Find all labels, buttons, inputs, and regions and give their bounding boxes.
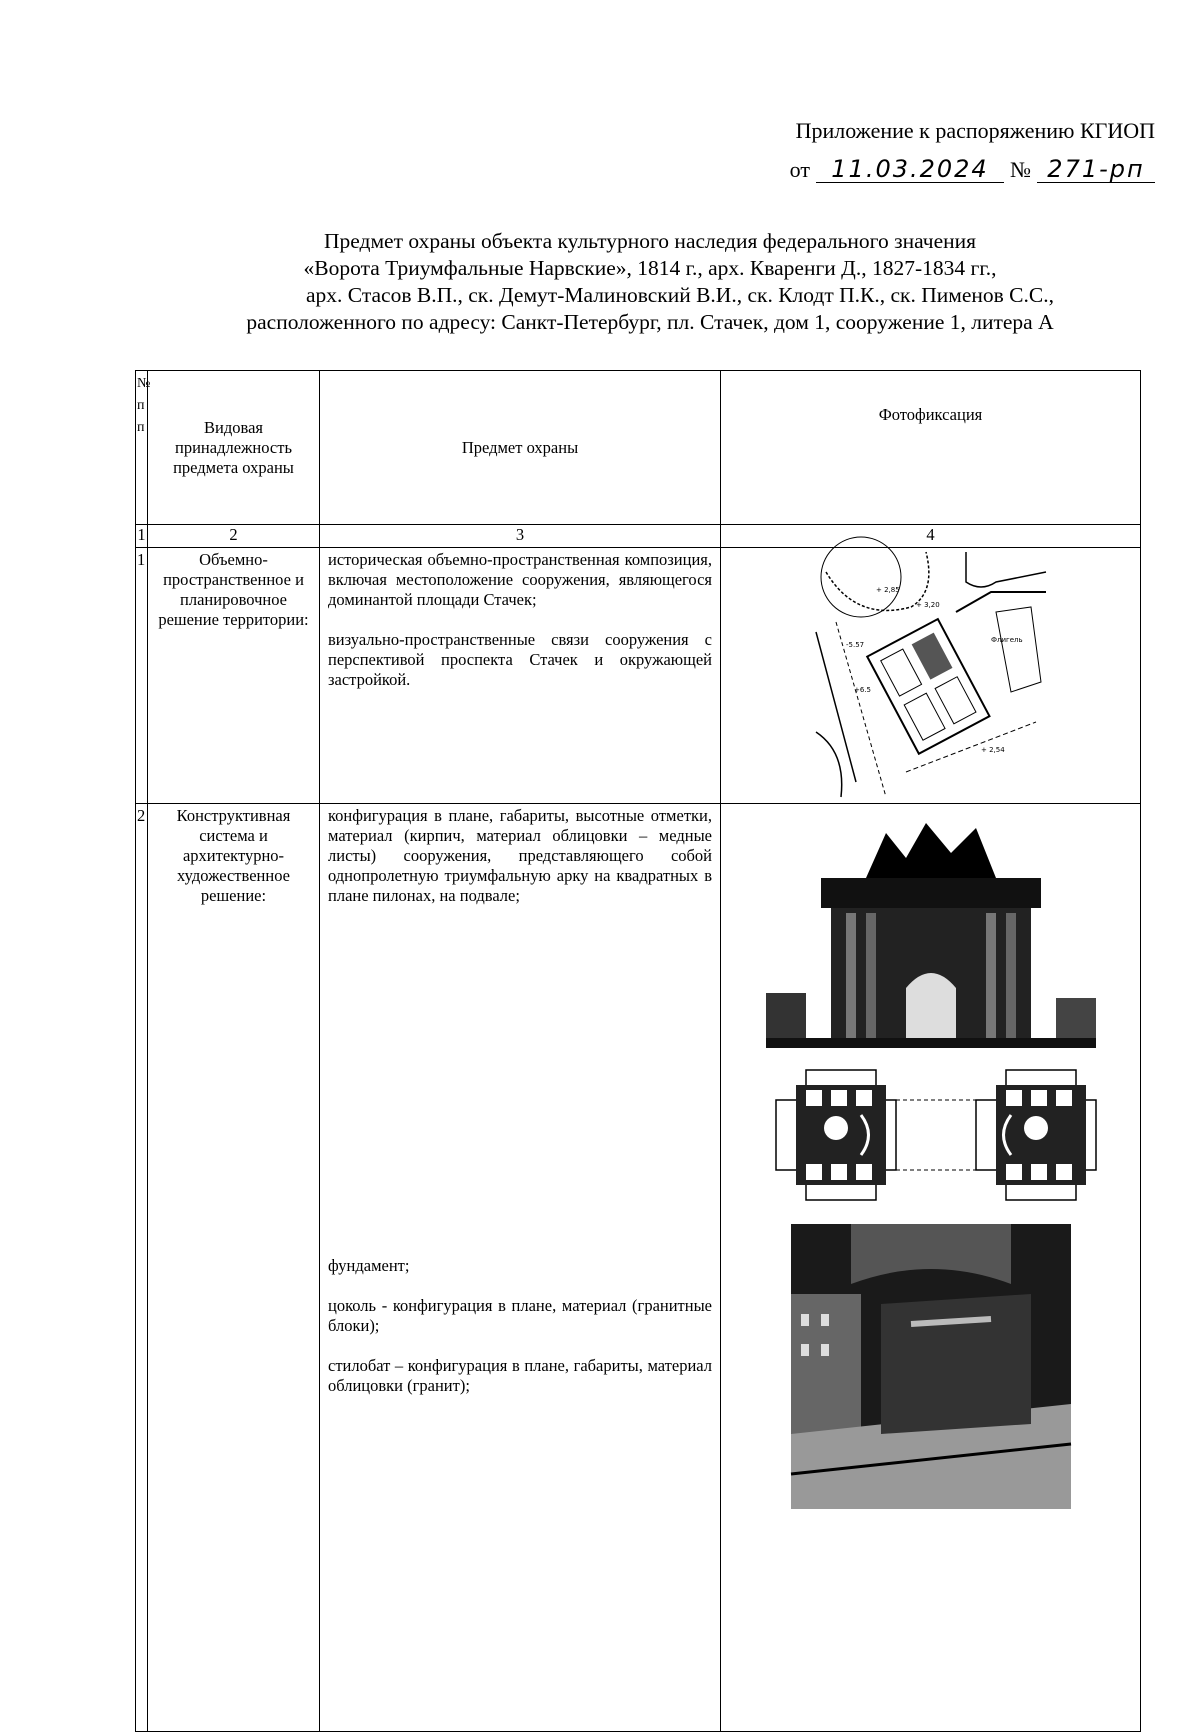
arch-photo — [766, 818, 1096, 1048]
title-line: расположенного по адресу: Санкт-Петербург, пл. Стачек, дом 1, сооружение 1, литера А — [246, 310, 1054, 334]
from-label: от — [789, 157, 810, 182]
title-line: арх. Стасов В.П., ск. Демут-Малиновский В.И., ск. Клодт П.К., ск. Пименов С.С., — [306, 283, 1054, 307]
row-category: Конструктивная система и архитектурно-художественное решение: — [148, 804, 320, 1732]
header-category: Видовая принадлежность предмета охраны — [148, 371, 320, 525]
subject-item: фундамент; — [328, 1256, 410, 1275]
foundation-photo — [791, 1224, 1071, 1524]
protection-table — [135, 370, 1141, 1732]
order-number: 271-рп — [1037, 156, 1155, 183]
title-line: «Ворота Триумфальные Нарвские», 1814 г., арх. Кваренги Д., 1827-1834 гг., — [303, 256, 997, 280]
column-number: 3 — [320, 525, 721, 548]
table-header-row — [136, 371, 1141, 525]
document-title — [170, 228, 1130, 336]
subject-item: конфигурация в плане, габариты, высотные отметки, материал (кирпич, материал облицовки – медные листы) сооружения, представляющего собой однопролетную триумфальную арку на квадратных в плане пилонах, на подвале; — [328, 806, 712, 905]
table-row — [136, 548, 1141, 804]
site-plan-image — [816, 552, 1046, 797]
column-number: 4 — [721, 525, 1141, 548]
subject-item: историческая объемно-пространственная композиция, включая местоположение сооружения, являющегося доминантой площади Стачек; — [328, 550, 712, 609]
row-category: Объемно-пространственное и планировочное решение территории: — [148, 548, 320, 804]
row-subject — [320, 548, 721, 804]
row-photo — [721, 548, 1141, 804]
column-number: 1 — [136, 525, 148, 548]
row-number: 1 — [136, 548, 148, 804]
column-number: 2 — [148, 525, 320, 548]
appendix-header — [735, 118, 1155, 183]
row-number: 2 — [136, 804, 148, 1732]
subject-item: цоколь - конфигурация в плане, материал (гранитные блоки); — [328, 1296, 712, 1335]
svg-text:+6.5: +6.5 — [853, 686, 871, 694]
header-number: № п п — [136, 371, 148, 525]
svg-text:Флигель: Флигель — [990, 636, 1023, 644]
svg-text:+ 2,85: + 2,85 — [875, 586, 900, 594]
appendix-title: Приложение к распоряжению КГИОП — [795, 118, 1155, 143]
subject-item: визуально-пространственные связи сооружения с перспективой проспекта Стачек и окружающей застройкой. — [328, 630, 712, 689]
svg-text:+ 2,54: + 2,54 — [980, 746, 1005, 754]
column-number-row — [136, 525, 1141, 548]
title-line: Предмет охраны объекта культурного наследия федерального значения — [323, 229, 977, 253]
svg-text:-5.57: -5.57 — [845, 641, 864, 649]
row-subject — [320, 804, 721, 1732]
header-subject: Предмет охраны — [320, 371, 721, 525]
number-sign: № — [1010, 157, 1031, 182]
floor-plan-image — [766, 1060, 1096, 1210]
order-date: 11.03.2024 — [816, 156, 1004, 183]
subject-item: стилобат – конфигурация в плане, габариты, материал облицовки (гранит); — [328, 1356, 712, 1395]
order-line — [735, 156, 1155, 183]
header-photo: Фотофиксация — [721, 371, 1141, 525]
table-row — [136, 804, 1141, 1732]
svg-text:+ 3,20: + 3,20 — [915, 601, 940, 609]
row-photo — [721, 804, 1141, 1732]
